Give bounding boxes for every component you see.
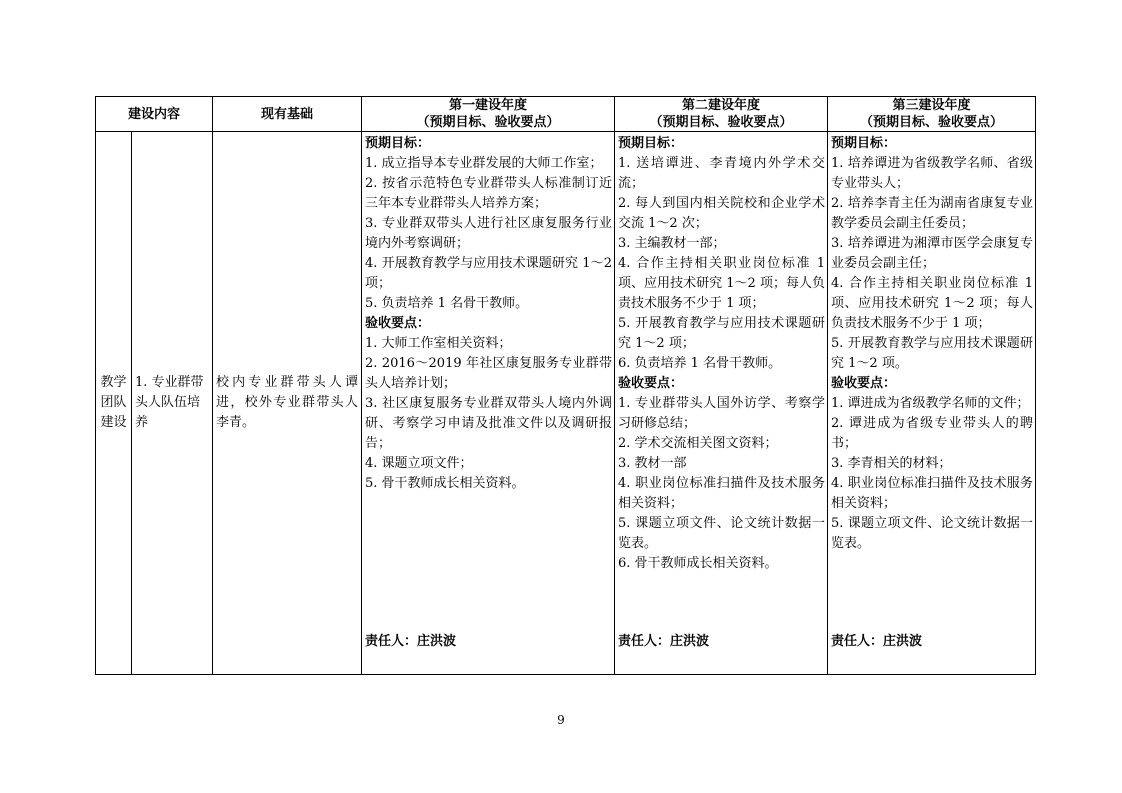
header-basis — [213, 97, 362, 132]
year1-check: 2. 2016～2019 年社区康复服务专业群带头人培养计划； — [365, 356, 613, 391]
year1-goal: 2. 按省示范特色专业群带头人标准制订近三年本专业群带头人培养方案； — [365, 176, 613, 211]
year2-check: 1. 专业群带头人国外访学、考察学习研修总结； — [618, 396, 826, 431]
year3-goals-title: 预期目标： — [831, 136, 897, 151]
year1-goal: 5. 负责培养 1 名骨干教师。 — [365, 296, 529, 311]
year2-check: 4. 职业岗位标准扫描件及技术服务相关资料； — [618, 476, 826, 511]
year1-check: 4. 课题立项文件； — [365, 456, 473, 471]
header-content-label: 建设内容 — [128, 106, 181, 122]
header-year3-subtitle: （预期目标、验收要点） — [860, 115, 1004, 130]
header-year1-subtitle: （预期目标、验收要点） — [416, 115, 560, 130]
year1-responsible: 责任人：庄洪波 — [365, 634, 457, 649]
year2-responsible: 责任人：庄洪波 — [618, 634, 710, 649]
year3-check: 2. 谭进成为省级专业带头人的聘书； — [831, 416, 1034, 451]
header-content — [96, 97, 213, 132]
header-year2-subtitle: （预期目标、验收要点） — [649, 115, 793, 130]
item-cell — [132, 132, 213, 675]
year3-responsible: 责任人：庄洪波 — [831, 634, 923, 649]
year2-goal: 6. 负责培养 1 名骨干教师。 — [618, 356, 782, 371]
year1-check: 1. 大师工作室相关资料； — [365, 336, 512, 351]
year1-check: 3. 社区康复服务专业群双带头人境内外调研、考察学习申请及批准文件以及调研报告； — [365, 396, 613, 451]
year3-check-title: 验收要点： — [831, 376, 897, 391]
year1-goal: 3. 专业群双带头人进行社区康复服务行业境内外考察调研； — [365, 216, 613, 251]
year2-goals-title: 预期目标： — [618, 136, 684, 151]
header-year3 — [828, 97, 1036, 132]
category-cell — [96, 132, 132, 675]
year3-check: 1. 谭进成为省级教学名师的文件； — [831, 396, 1030, 411]
basis-text: 校内专业群带头人谭进，校外专业群带头人李青。 — [216, 375, 359, 430]
header-year1-title: 第一建设年度 — [449, 98, 528, 113]
year3-goal: 1. 培养谭进为省级教学名师、省级专业带头人； — [831, 156, 1034, 191]
year2-goal: 3. 主编教材一部； — [618, 236, 726, 251]
header-year3-title: 第三建设年度 — [892, 98, 971, 113]
year2-goal: 5. 开展教育教学与应用技术课题研究 1～2 项； — [618, 316, 826, 351]
page-number: 9 — [557, 713, 565, 727]
item-text: 1. 专业群带头人队伍培养 — [135, 375, 204, 430]
header-row — [96, 97, 1036, 132]
year1-check: 5. 骨干教师成长相关资料。 — [365, 476, 525, 491]
basis-cell — [213, 132, 362, 675]
header-year2 — [615, 97, 828, 132]
year2-check: 6. 骨干教师成长相关资料。 — [618, 556, 778, 571]
content-row — [96, 132, 1036, 675]
year1-goal: 4. 开展教育教学与应用技术课题研究 1～2 项； — [365, 256, 613, 291]
year3-check: 5. 课题立项文件、论文统计数据一览表。 — [831, 516, 1034, 551]
year2-check: 3. 教材一部 — [618, 456, 687, 471]
year3-goal: 3. 培养谭进为湘潭市医学会康复专业委员会副主任； — [831, 236, 1034, 271]
year3-goal: 4. 合作主持相关职业岗位标准 1 项、应用技术研究 1～2 项；每人负责技术服务不少于 1 项； — [831, 276, 1034, 331]
year3-check: 4. 职业岗位标准扫描件及技术服务相关资料； — [831, 476, 1034, 511]
header-basis-label: 现有基础 — [261, 106, 314, 122]
header-year1 — [362, 97, 615, 132]
year2-cell — [615, 132, 828, 675]
year1-goal: 1. 成立指导本专业群发展的大师工作室； — [365, 156, 603, 171]
year2-goal: 1. 送培谭进、李青境内外学术交流； — [618, 156, 826, 191]
construction-plan-table — [95, 96, 1036, 675]
year2-check: 2. 学术交流相关图文资料； — [618, 436, 778, 451]
year1-check-title: 验收要点： — [365, 316, 431, 331]
year2-goal: 2. 每人到国内相关院校和企业学术交流 1～2 次； — [618, 196, 826, 231]
year1-goals-title: 预期目标： — [365, 136, 431, 151]
year2-goal: 4. 合作主持相关职业岗位标准 1 项、应用技术研究 1～2 项；每人负责技术服务不少于 1 项； — [618, 256, 826, 311]
category-text: 教学团队建设 — [100, 375, 127, 430]
year2-check: 5. 课题立项文件、论文统计数据一览表。 — [618, 516, 826, 551]
year2-check-title: 验收要点： — [618, 376, 684, 391]
year3-cell — [828, 132, 1036, 675]
year1-cell — [362, 132, 615, 675]
year3-goal: 5. 开展教育教学与应用技术课题研究 1～2 项。 — [831, 336, 1034, 371]
year3-check: 3. 李青相关的材料； — [831, 456, 952, 471]
year3-goal: 2. 培养李青主任为湖南省康复专业教学委员会副主任委员； — [831, 196, 1034, 231]
header-year2-title: 第二建设年度 — [682, 98, 761, 113]
